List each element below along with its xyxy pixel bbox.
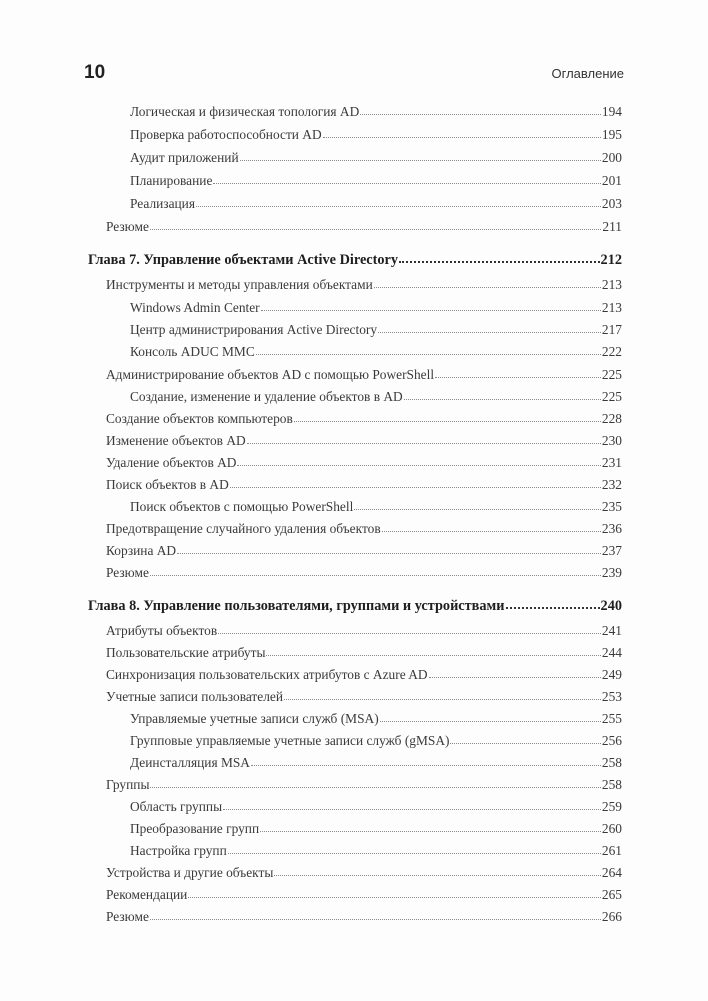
toc-entry-title: Логическая и физическая топология AD [130, 104, 360, 119]
toc-entry-title: Резюме [106, 909, 149, 924]
toc-entry-page: 212 [600, 252, 622, 268]
toc-entry-page: 261 [601, 843, 622, 858]
toc-entry-page: 235 [601, 499, 622, 514]
dot-leader [380, 712, 601, 722]
toc-entry-title: Атрибуты объектов [106, 623, 218, 638]
toc-entry-title: Windows Admin Center [130, 300, 260, 315]
toc-chapter-entry[interactable] [88, 598, 622, 618]
dot-leader [294, 412, 601, 422]
dot-leader [150, 778, 600, 788]
dot-leader [223, 800, 601, 810]
dot-leader [274, 866, 601, 876]
toc-entry-page: 265 [601, 887, 622, 902]
toc-entry[interactable] [106, 711, 622, 729]
toc-entry-title: Предотвращение случайного удаления объектов [106, 521, 381, 536]
dot-leader [360, 105, 601, 115]
toc-entry-page: 231 [601, 455, 622, 470]
toc-entry[interactable] [106, 104, 622, 122]
toc-entry-title: Инструменты и методы управления объектами [106, 277, 373, 292]
dot-leader [374, 278, 601, 288]
dot-leader [196, 197, 601, 207]
toc-entry-title: Устройства и другие объекты [106, 865, 274, 880]
dot-leader [260, 822, 601, 832]
toc-entry-page: 200 [601, 150, 622, 165]
toc-entry-title: Групповые управляемые учетные записи служб (gMSA) [130, 733, 450, 748]
toc-entry-page: 249 [601, 667, 622, 682]
toc-entry-title: Настройка групп [130, 843, 227, 858]
dot-leader [230, 478, 601, 488]
toc-entry[interactable] [106, 543, 622, 561]
toc-entry-title: Глава 8. Управление пользователями, группами и устройствами [88, 598, 505, 614]
toc-entry[interactable] [106, 173, 622, 191]
toc-entry-page: 237 [601, 543, 622, 558]
dot-leader [218, 624, 601, 634]
toc-entry-title: Управляемые учетные записи служб (MSA) [130, 711, 379, 726]
toc-entry[interactable] [106, 689, 622, 707]
dot-leader [266, 646, 600, 656]
toc-entry-page: 253 [601, 689, 622, 704]
dot-leader [450, 734, 600, 744]
toc-entry-page: 225 [601, 389, 622, 404]
dot-leader [378, 323, 601, 333]
toc-entry[interactable] [106, 344, 622, 362]
toc-entry-page: 232 [601, 477, 622, 492]
toc-entry[interactable] [106, 843, 622, 861]
dot-leader [150, 910, 601, 920]
toc-entry-title: Изменение объектов AD [106, 433, 246, 448]
toc-entry-title: Рекомендации [106, 887, 188, 902]
dot-leader [284, 690, 601, 700]
toc-entry-title: Планирование [130, 173, 213, 188]
toc-entry-title: Резюме [106, 565, 149, 580]
toc-entry-title: Поиск объектов с помощью PowerShell [130, 499, 354, 514]
toc-entry-page: 240 [600, 598, 622, 614]
toc-entry-title: Группы [106, 777, 150, 792]
toc-entry[interactable] [106, 367, 622, 385]
toc-entry-page: 228 [601, 411, 622, 426]
toc-entry-page: 259 [601, 799, 622, 814]
toc-entry-page: 255 [601, 711, 622, 726]
toc-entry-page: 225 [601, 367, 622, 382]
toc-entry-page: 217 [601, 322, 622, 337]
dot-leader [382, 522, 601, 532]
dot-leader [237, 456, 600, 466]
toc-entry-title: Проверка работоспособности AD [130, 127, 322, 142]
toc-entry-title: Администрирование объектов AD с помощью PowerShell [106, 367, 435, 382]
toc-entry[interactable] [106, 196, 622, 214]
dot-leader [177, 544, 601, 554]
dot-leader [256, 345, 601, 355]
toc-entry-page: 266 [601, 909, 622, 924]
toc-entry[interactable] [106, 777, 622, 795]
toc-entry-page: 258 [601, 777, 622, 792]
toc-entry-page: 211 [602, 219, 622, 234]
toc-entry[interactable] [106, 623, 622, 641]
toc-entry-title: Преобразование групп [130, 821, 260, 836]
toc-entry[interactable] [106, 667, 622, 685]
toc-entry[interactable] [106, 521, 622, 539]
dot-leader [251, 756, 601, 766]
toc-entry-page: 256 [601, 733, 622, 748]
toc-entry[interactable] [106, 909, 622, 927]
toc-entry[interactable] [106, 821, 622, 839]
toc-entry[interactable] [106, 565, 622, 583]
toc-entry[interactable] [106, 150, 622, 168]
dot-leader [188, 888, 601, 898]
toc-entry-title: Деинсталляция MSA [130, 755, 250, 770]
toc-entry[interactable] [106, 645, 622, 663]
dot-leader [261, 301, 601, 311]
dot-leader [404, 390, 601, 400]
toc-entry-page: 203 [601, 196, 622, 211]
toc-entry[interactable] [106, 887, 622, 905]
dot-leader [429, 668, 601, 678]
toc-entry[interactable] [106, 865, 622, 883]
toc-entry[interactable] [106, 277, 622, 295]
dot-leader [150, 220, 601, 230]
toc-entry[interactable] [106, 455, 622, 473]
toc-entry[interactable] [106, 477, 622, 495]
toc-entry-title: Учетные записи пользователей [106, 689, 284, 704]
toc-entry[interactable] [106, 411, 622, 429]
toc-entry-title: Корзина AD [106, 543, 177, 558]
dot-leader [240, 151, 601, 161]
dot-leader [247, 434, 601, 444]
dot-leader [228, 844, 601, 854]
dot-leader [354, 500, 601, 510]
toc-entry-page: 230 [601, 433, 622, 448]
section-title: Оглавление [551, 66, 624, 81]
toc-entry-page: 236 [601, 521, 622, 536]
toc-entry-title: Синхронизация пользовательских атрибутов с Azure AD [106, 667, 428, 682]
toc-entry-title: Аудит приложений [130, 150, 239, 165]
toc-entry-title: Создание объектов компьютеров [106, 411, 293, 426]
running-head [84, 62, 624, 84]
toc-entry-page: 239 [601, 565, 622, 580]
dot-leader [435, 368, 601, 378]
toc-entry[interactable] [106, 433, 622, 451]
toc-entry-page: 194 [601, 104, 622, 119]
toc-entry-page: 195 [601, 127, 622, 142]
toc-entry-title: Резюме [106, 219, 149, 234]
toc-entry[interactable] [106, 219, 622, 237]
toc-entry-title: Удаление объектов AD [106, 455, 237, 470]
toc-entry-title: Область группы [130, 799, 223, 814]
toc-entry-page: 222 [601, 344, 622, 359]
toc-entry-page: 241 [601, 623, 622, 638]
toc-entry-title: Пользовательские атрибуты [106, 645, 266, 660]
toc-entry[interactable] [106, 389, 622, 407]
toc-entry[interactable] [106, 322, 622, 340]
dot-leader [150, 566, 601, 576]
toc-entry-title: Глава 7. Управление объектами Active Directory [88, 252, 399, 268]
dot-leader [399, 252, 599, 263]
dot-leader [323, 128, 601, 138]
toc-entry-title: Поиск объектов в AD [106, 477, 229, 492]
page-number: 10 [84, 62, 106, 83]
toc-entry[interactable] [106, 127, 622, 145]
toc-chapter-entry[interactable] [88, 252, 622, 272]
toc-entry[interactable] [106, 499, 622, 517]
toc-entry-title: Центр администрирования Active Directory [130, 322, 378, 337]
toc-entry-title: Реализация [130, 196, 196, 211]
toc-entry-page: 258 [601, 755, 622, 770]
dot-leader [213, 174, 601, 184]
toc-entry-page: 244 [601, 645, 622, 660]
toc-entry-page: 213 [601, 277, 622, 292]
dot-leader [506, 598, 600, 609]
toc-entry[interactable] [106, 733, 622, 751]
toc-entry-title: Создание, изменение и удаление объектов в AD [130, 389, 403, 404]
toc-entry-page: 201 [601, 173, 622, 188]
toc-entry-page: 213 [601, 300, 622, 315]
toc-entry[interactable] [106, 300, 622, 318]
toc-entry-page: 260 [601, 821, 622, 836]
toc-entry[interactable] [106, 755, 622, 773]
toc-entry[interactable] [106, 799, 622, 817]
toc-entry-page: 264 [601, 865, 622, 880]
toc-entry-title: Консоль ADUC MMC [130, 344, 255, 359]
